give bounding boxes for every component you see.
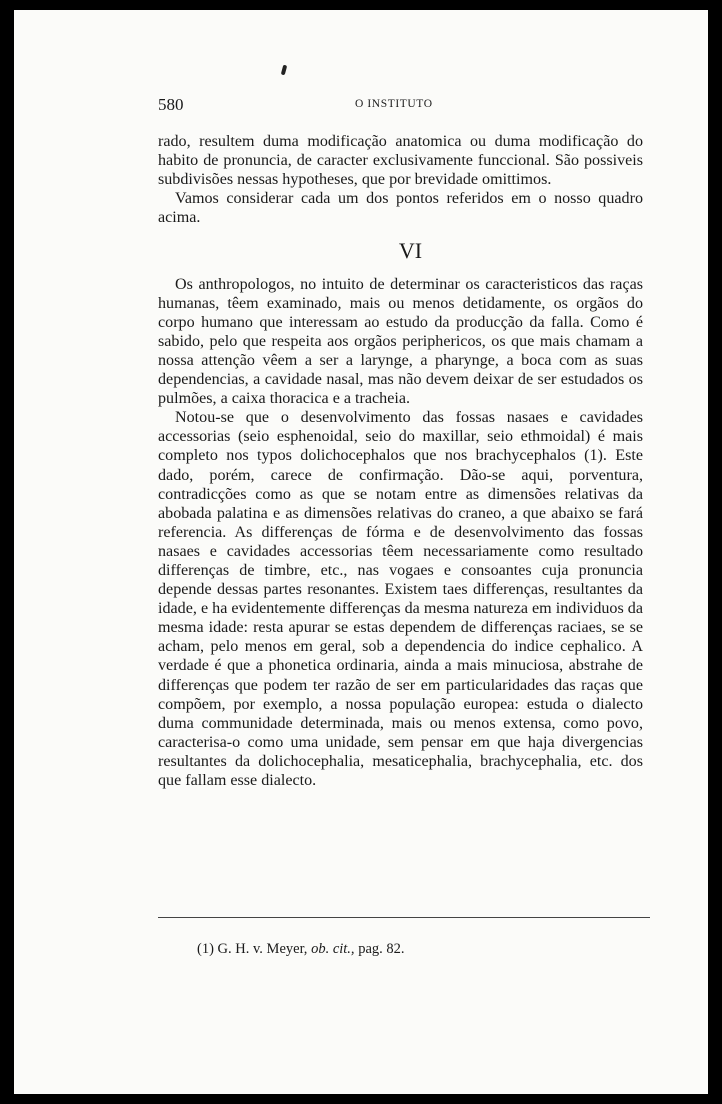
paragraph-continued: rado, resultem duma modificação anatomica ou duma modificação do habito de pronuncia, de caracter exclusivamente funccional. São possiveis subdivisões nessas hypotheses, que por brevidade omittimos. [158, 133, 643, 189]
running-title: O INSTITUTO [355, 98, 433, 110]
footnote-marker: (1) [197, 941, 214, 957]
footnote-rule [158, 917, 650, 918]
ink-speck [281, 65, 287, 76]
footnote-page: pag. 82. [358, 941, 405, 957]
footnote-author: G. H. v. Meyer, [217, 941, 308, 957]
paragraph: Os anthropologos, no intuito de determinar os caracteristicos das raças humanas, têem examinado, mais ou menos detidamente, os orgãos do corpo humano que interessam ao estudo da producção da falla. Como é sabido, pelo que respeita aos orgãos periphericos, os que mais chamam a nossa attenção vêem a ser a larynge, a pharynge, a boca com as suas dependencias, a cavidade nasal, mas não devem deixar de ser estudados os pulmões, a caixa thoracica e a tracheia. [158, 275, 643, 408]
page-number: 580 [158, 95, 184, 114]
footnote-citation: ob. cit., [311, 941, 355, 957]
section-heading: VI [398, 238, 423, 264]
footnote [197, 941, 405, 958]
paragraph: Vamos considerar cada um dos pontos referidos em o nosso quadro acima. [158, 190, 643, 227]
page-header [158, 95, 663, 119]
body-text [158, 132, 643, 790]
book-page [14, 10, 708, 1094]
paragraph: Notou-se que o desenvolvimento das fossas nasaes e cavidades accessorias (seio esphenoidal, seio do maxillar, seio ethmoidal) é mais completo nos typos dolichocephalos que nos brachycephalos (1). Este dado, porém, carece de confirmação. Dão-se aqui, porventura, contradicções como as que se notam entre as dimensões relativas da abobada palatina e as dimensões relativas do craneo, a que abaixo se fará referencia. As differenças de fórma e de desenvolvimento das fossas nasaes e cavidades accessorias têem necessariamente como resultado differenças de timbre, etc., nas vogaes e consoantes cuja pronuncia depende dessas partes resonantes. Existem taes differenças, resultantes da idade, e ha evidentemente differenças da mesma natureza em individuos da mesma idade: resta apurar se estas dependem de differenças raciaes, se se acham, pelo menos em geral, sob a dependencia do indice cephalico. A verdade é que a phonetica ordinaria, ainda a mais minuciosa, abstrahe de differenças que podem ter razão de ser em particularidades das raças que compõem, por exemplo, a nossa população europea: estuda o dialecto duma communidade determinada, mais ou menos extensa, como povo, caracterisa-o como uma unidade, sem pensar em que haja divergencias resultantes da dolichocephalia, mesaticephalia, brachycephalia, etc. dos que fallam esse dialecto. [158, 409, 643, 789]
